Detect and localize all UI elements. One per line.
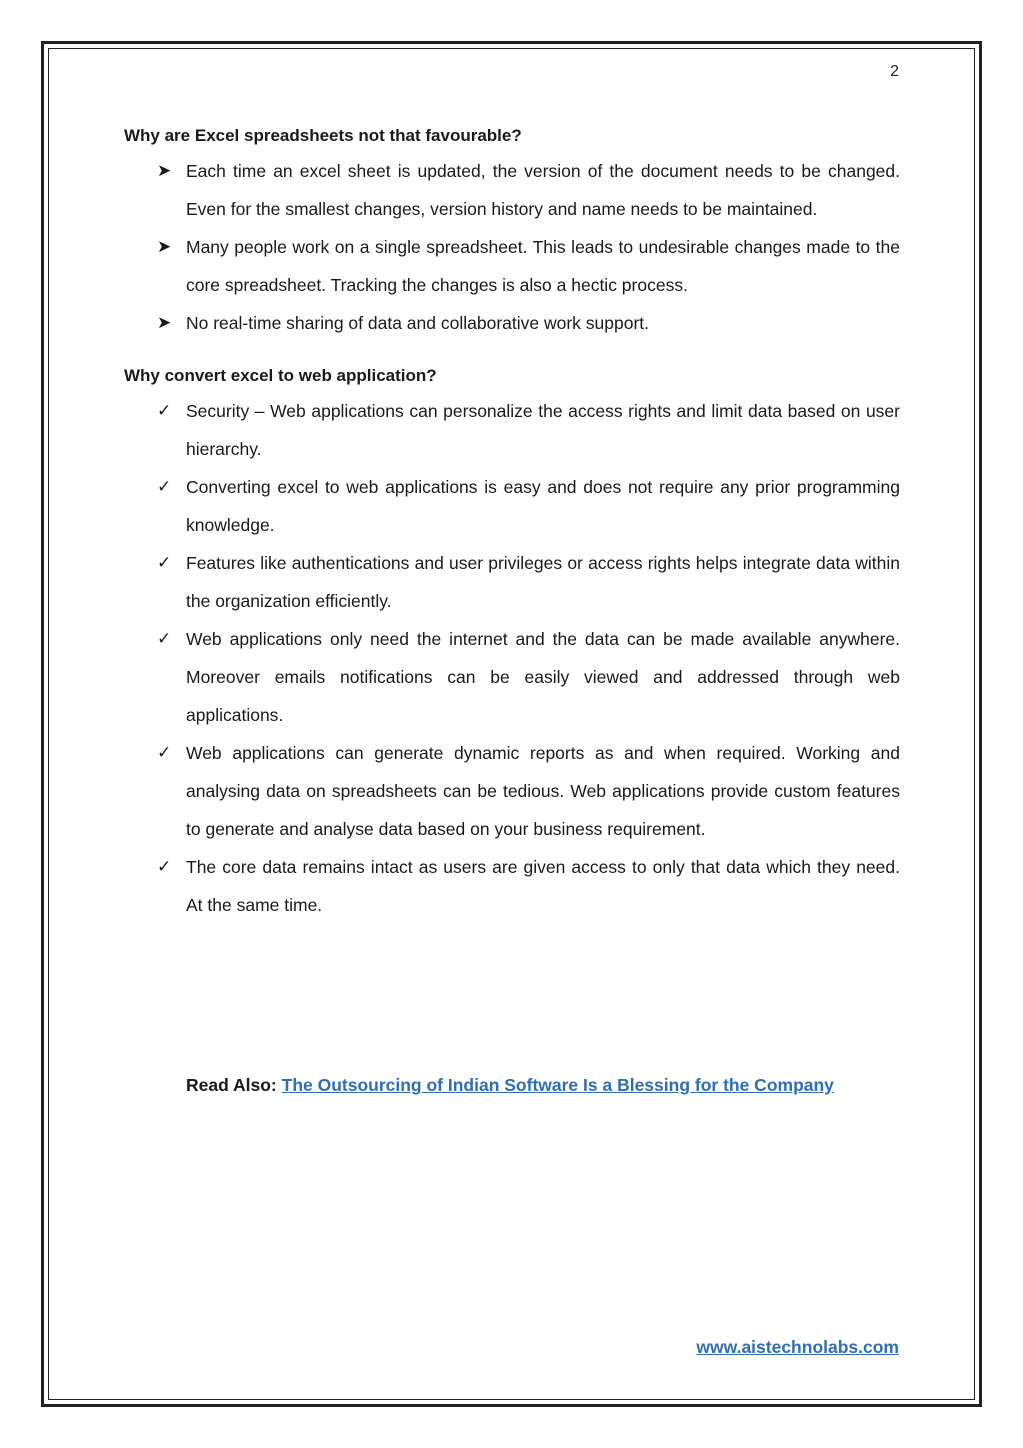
list-item-text: No real-time sharing of data and collaborative work support.: [186, 313, 650, 333]
checkmark-bullet-icon: ✓: [157, 857, 172, 876]
drawbacks-list: [124, 152, 900, 342]
list-item-text: Security – Web applications can personalize the access rights and limit data based on user hierarchy.: [186, 401, 900, 459]
list-item: [124, 734, 900, 848]
section-heading-convert-reasons: Why convert excel to web application?: [124, 366, 437, 385]
list-item: [124, 468, 900, 544]
arrow-bullet-icon: ➤: [157, 237, 172, 256]
checkmark-bullet-icon: ✓: [157, 477, 172, 496]
list-item: [124, 392, 900, 468]
checkmark-bullet-icon: ✓: [157, 743, 172, 762]
read-also-link[interactable]: The Outsourcing of Indian Software Is a Blessing for the Company: [281, 1075, 834, 1095]
list-item-text: Converting excel to web applications is easy and does not require any prior programming knowledge.: [186, 477, 900, 535]
checkmark-bullet-icon: ✓: [157, 629, 172, 648]
checkmark-bullet-icon: ✓: [157, 553, 172, 572]
list-item: [124, 228, 900, 304]
list-item-text: Features like authentications and user privileges or access rights helps integrate data within the organization efficiently.: [186, 553, 900, 611]
list-item: [124, 152, 900, 228]
list-item: [124, 544, 900, 620]
arrow-bullet-icon: ➤: [157, 313, 172, 332]
section-heading-excel-drawbacks: Why are Excel spreadsheets not that favourable?: [124, 126, 522, 145]
list-item: [124, 304, 900, 342]
read-also-label: Read Also:: [186, 1075, 282, 1095]
page-number: 2: [890, 63, 899, 80]
reasons-list: [124, 392, 900, 924]
list-item-text: Each time an excel sheet is updated, the version of the document needs to be changed. Even for the smallest changes, version history and name needs to be maintained.: [186, 161, 900, 219]
website-link[interactable]: www.aistechnolabs.com: [696, 1337, 899, 1357]
list-item-text: The core data remains intact as users are given access to only that data which they need. At the same time.: [186, 857, 900, 915]
list-item-text: Web applications only need the internet and the data can be made available anywhere. Moreover emails notifications can be easily viewed and addressed through web applications.: [186, 629, 900, 725]
list-item-text: Web applications can generate dynamic reports as and when required. Working and analysing data on spreadsheets can be tedious. Web applications provide custom features to generate and analyse data based on your business requirement.: [186, 743, 900, 839]
document-body: [124, 120, 900, 924]
list-item: [124, 848, 900, 924]
list-item: [124, 620, 900, 734]
checkmark-bullet-icon: ✓: [157, 401, 172, 420]
read-also: [186, 1070, 834, 1100]
list-item-text: Many people work on a single spreadsheet. This leads to undesirable changes made to the core spreadsheet. Tracking the changes is also a hectic process.: [186, 237, 900, 295]
arrow-bullet-icon: ➤: [157, 161, 172, 180]
